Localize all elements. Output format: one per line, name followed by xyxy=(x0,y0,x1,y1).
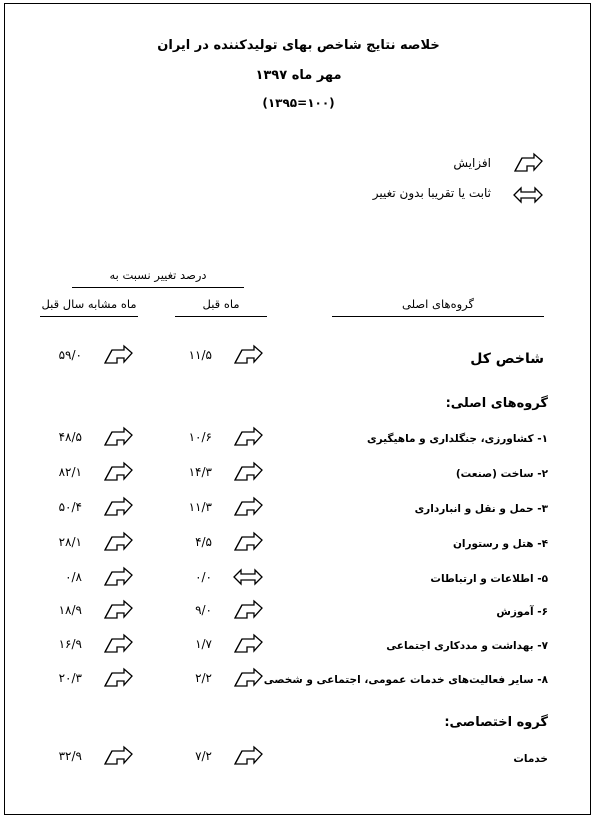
overall-yoy-value: ۵۹/۰ xyxy=(58,348,82,362)
table-row-prev-month: ۷/۲ xyxy=(195,749,212,763)
report-period: مهر ماه ۱۳۹۷ xyxy=(255,68,342,83)
table-row-yoy: ۲۰/۳ xyxy=(58,671,82,685)
table-row-yoy: ۱۸/۹ xyxy=(58,603,82,617)
prev-month-header-rule xyxy=(175,316,267,317)
increase-arrow-icon xyxy=(102,426,134,448)
table-row-label: ۲- ساخت (صنعت) xyxy=(455,468,548,480)
increase-arrow-icon xyxy=(102,599,134,621)
increase-arrow-icon xyxy=(232,461,264,483)
table-row-label: ۵- اطلاعات و ارتباطات xyxy=(430,573,548,585)
table-row-prev-month: ۹/۰ xyxy=(195,603,212,617)
increase-arrow-icon xyxy=(232,344,264,366)
table-row-yoy: ۱۶/۹ xyxy=(58,637,82,651)
table-row-prev-month: ۲/۲ xyxy=(195,671,212,685)
increase-arrow-icon xyxy=(232,667,264,689)
table-row-prev-month: ۱۰/۶ xyxy=(188,430,212,444)
increase-arrow-icon xyxy=(232,531,264,553)
table-row-yoy: ۳۲/۹ xyxy=(58,749,82,763)
table-row-prev-month: ۱۱/۳ xyxy=(188,500,212,514)
table-row-yoy: ۸۲/۱ xyxy=(58,465,82,479)
increase-arrow-icon xyxy=(232,426,264,448)
percent-change-header: درصد تغییر نسبت به xyxy=(109,268,207,282)
report-title: خلاصه نتایج شاخص بهای تولیدکننده در ایران xyxy=(157,38,440,53)
increase-arrow-icon xyxy=(102,667,134,689)
increase-arrow-icon xyxy=(102,531,134,553)
increase-arrow-icon xyxy=(102,566,134,588)
table-row-label: ۱- کشاورزی، جنگلداری و ماهیگیری xyxy=(366,433,548,445)
special-group-title: گروه اختصاصی: xyxy=(444,715,548,730)
stable-arrow-icon xyxy=(512,184,544,206)
increase-arrow-icon xyxy=(102,496,134,518)
table-row-label: ۶- آموزش xyxy=(496,606,548,618)
increase-arrow-icon xyxy=(102,344,134,366)
main-groups-header: گروه‌های اصلی xyxy=(402,297,474,311)
table-row-prev-month: ۱/۷ xyxy=(195,637,212,651)
table-row-label: خدمات xyxy=(513,753,548,765)
legend-stable-label: ثابت یا تقریبا بدون تغییر xyxy=(372,186,491,200)
legend-increase-label: افزایش xyxy=(453,156,491,170)
increase-arrow-icon xyxy=(232,633,264,655)
previous-month-header: ماه قبل xyxy=(202,297,240,311)
yoy-header-rule xyxy=(40,316,138,317)
table-row-yoy: ۲۸/۱ xyxy=(58,535,82,549)
overall-prev-month-value: ۱۱/۵ xyxy=(188,348,212,362)
table-row-prev-month: ۴/۵ xyxy=(195,535,212,549)
header-rule xyxy=(72,287,244,288)
same-month-last-year-header: ماه مشابه سال قبل xyxy=(41,297,137,311)
main-groups-header-rule xyxy=(332,316,544,317)
increase-arrow-icon xyxy=(232,745,264,767)
main-groups-title: گروه‌های اصلی: xyxy=(445,396,548,411)
table-row-prev-month: ۰/۰ xyxy=(195,570,212,584)
table-row-prev-month: ۱۴/۳ xyxy=(188,465,212,479)
increase-arrow-icon xyxy=(512,152,544,174)
table-row-label: ۳- حمل و نقل و انبارداری xyxy=(414,503,548,515)
stable-arrow-icon xyxy=(232,566,264,588)
overall-index-label: شاخص کل xyxy=(470,351,544,367)
increase-arrow-icon xyxy=(102,633,134,655)
table-row-label: ۷- بهداشت و مددکاری اجتماعی xyxy=(386,640,548,652)
base-year: (۱۰۰=۱۳۹۵) xyxy=(262,96,335,110)
increase-arrow-icon xyxy=(102,745,134,767)
increase-arrow-icon xyxy=(232,496,264,518)
increase-arrow-icon xyxy=(232,599,264,621)
table-row-yoy: ۴۸/۵ xyxy=(58,430,82,444)
table-row-label: ۴- هتل و رستوران xyxy=(452,538,548,550)
table-row-label: ۸- سایر فعالیت‌های خدمات عمومی، اجتماعی و شخصی xyxy=(263,674,548,686)
increase-arrow-icon xyxy=(102,461,134,483)
table-row-yoy: ۰/۸ xyxy=(65,570,82,584)
table-row-yoy: ۵۰/۴ xyxy=(58,500,82,514)
